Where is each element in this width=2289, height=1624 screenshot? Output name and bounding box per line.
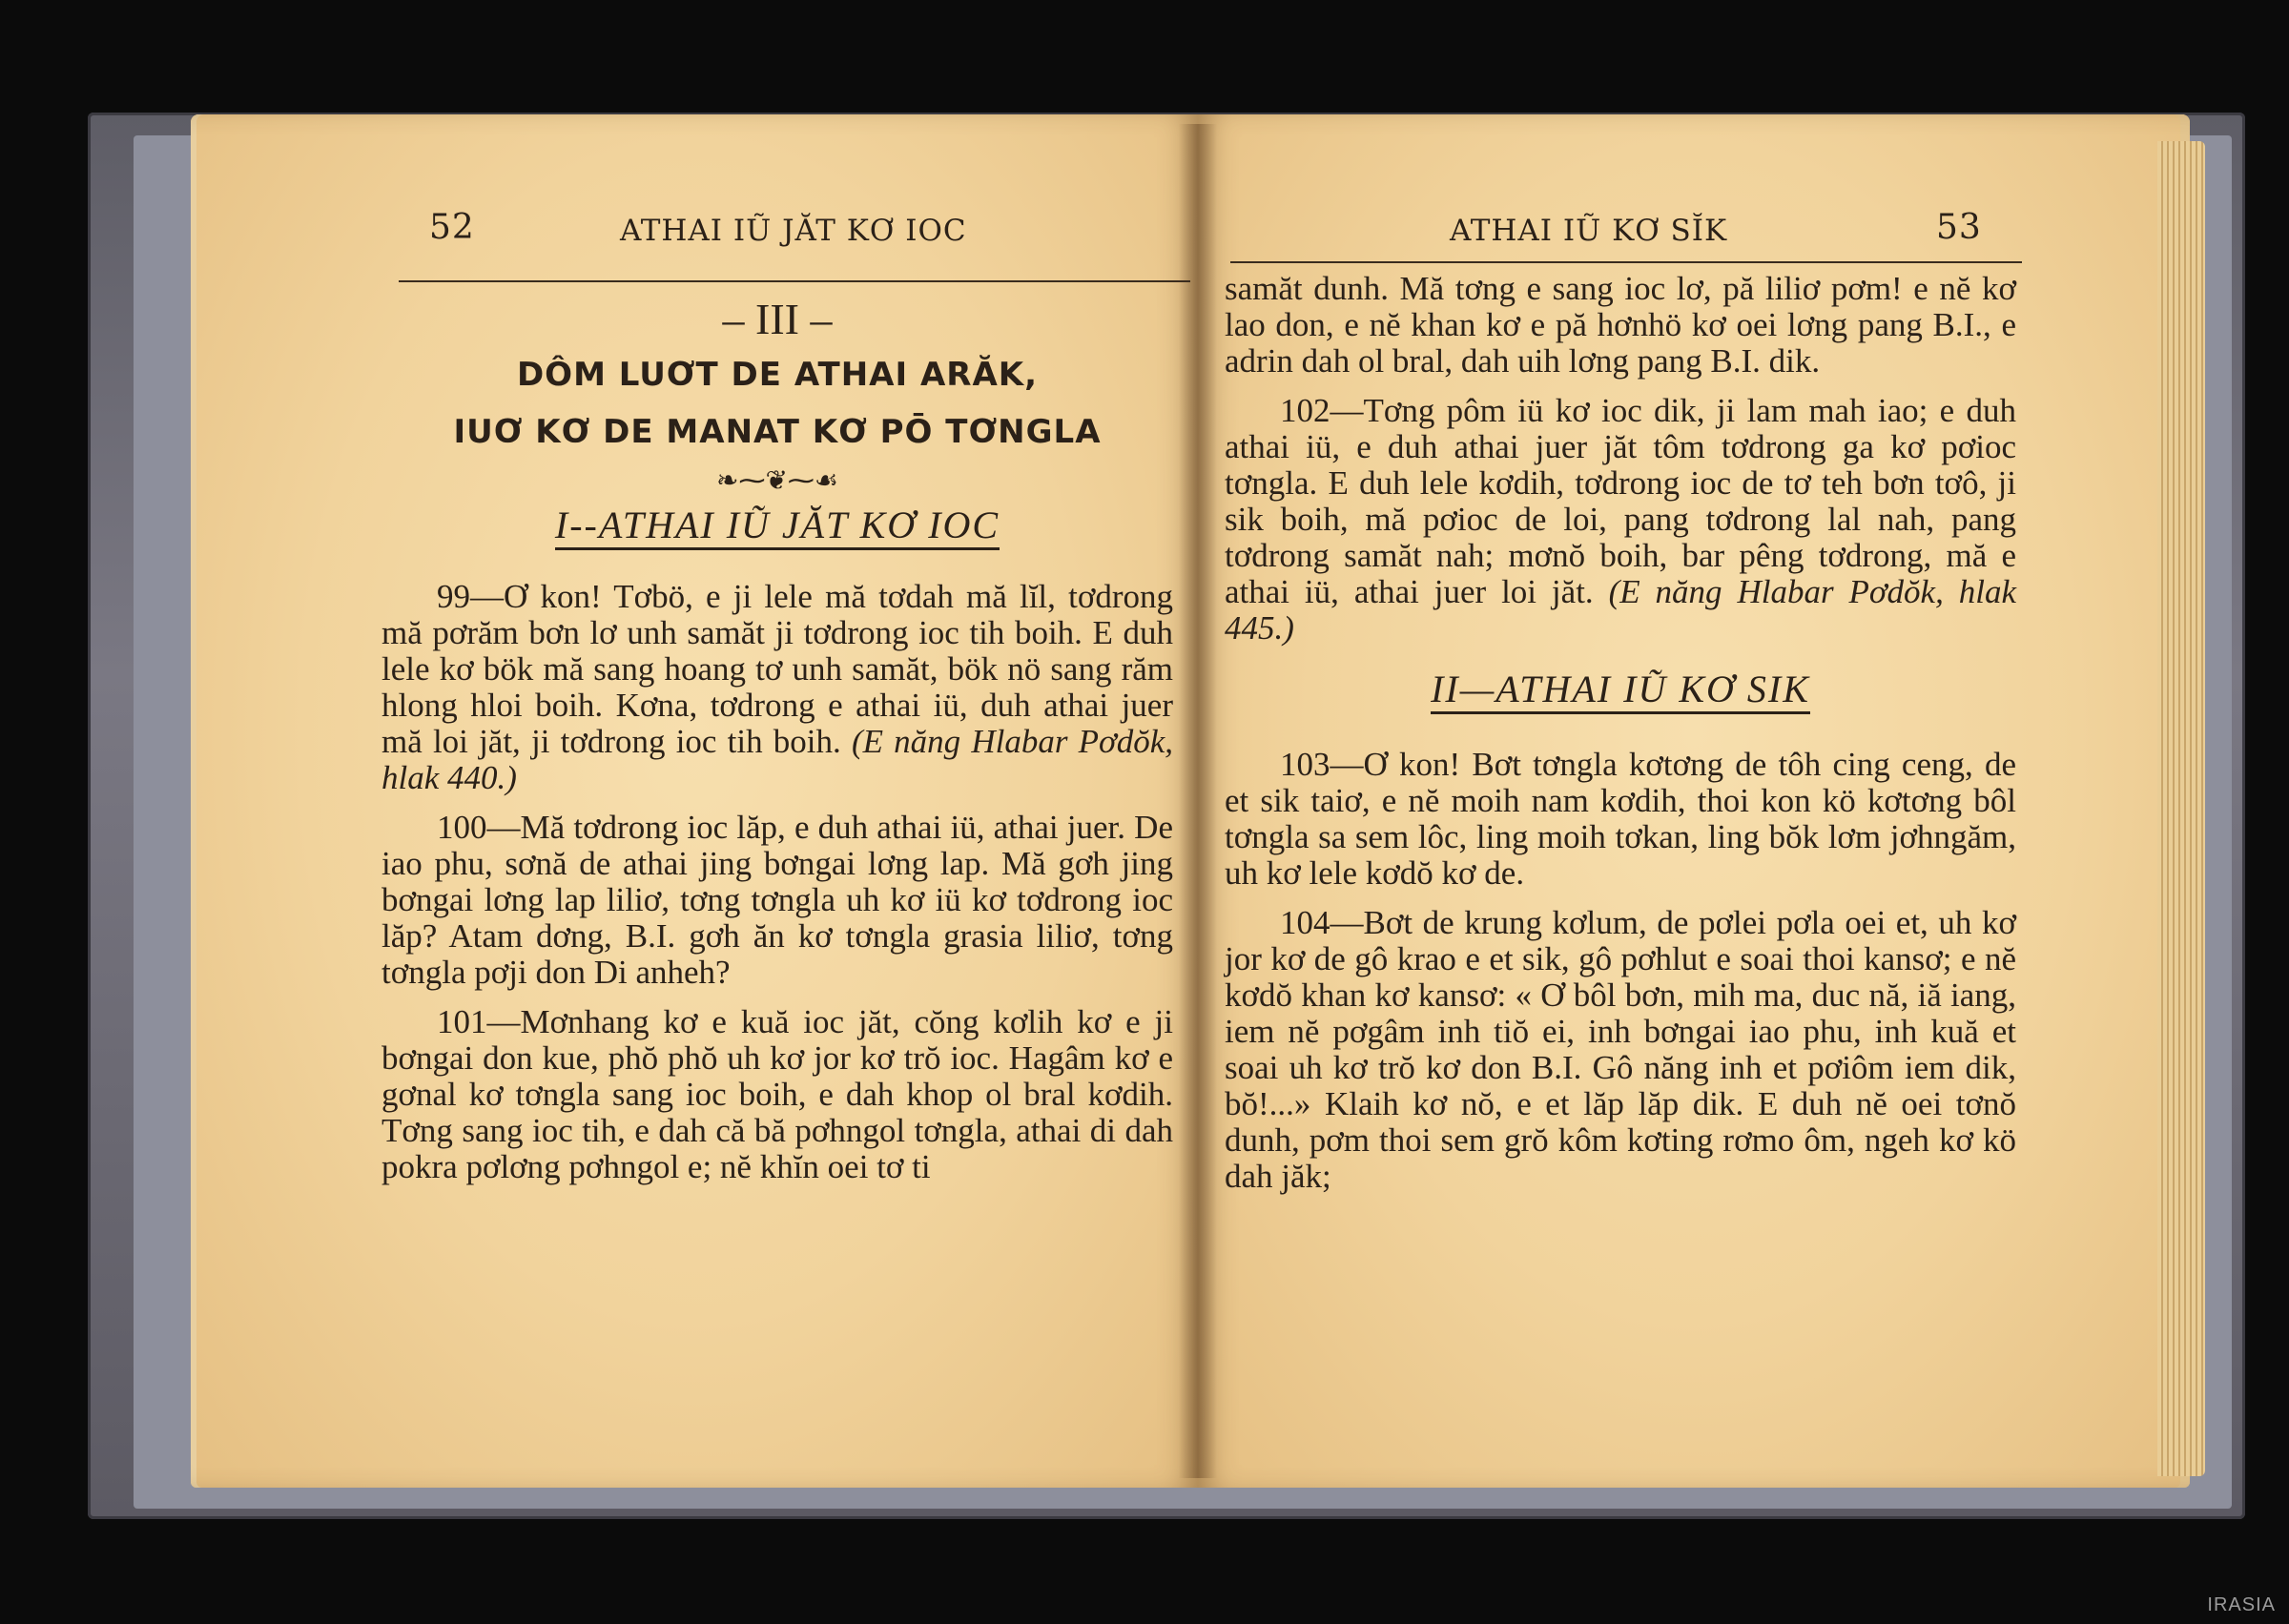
left-page-text xyxy=(382,295,1173,1199)
paragraph-104: 104—Bơt de krung kơlum, de pơlei pơla oei et, uh kơ jor kơ de gô krao e et sik, gô pơhlut e soai thoi kansơ; e nĕ kơdŏ khan kơ kansơ: « Ơ bôl bơn, mih ma, duc nă, iă iang, iem nĕ pơgâm inh tiŏ ei, inh bơngai iao phu, inh kuă et soai uh kơ trŏ kơ don B.I. Gô năng inh et pơiôm iem dik, bŏ!...» Klaih kơ nŏ, e et lăp lăp dik. E duh nĕ oei tơnŏ dunh, pơm thoi sem grŏ kôm kơting rơmo ôm, ngeh kơ kö dah jăk; xyxy=(1225,904,2016,1195)
paragraph-continued: samăt dunh. Mă tơng e sang ioc lơ, pă liliơ pơm! e nĕ kơ lao don, e nĕ khan kơ e pă hơnhö kơ oei lơng pang B.I., e adrin dah ol bral, dah uih lơng pang B.I. dik. xyxy=(1225,270,2016,380)
paragraph-99-reference: (E năng Hlabar Pơdŏk, hlak 440.) xyxy=(382,723,1173,796)
page-edges xyxy=(2157,141,2205,1476)
ornament-divider: ❧⁓❦⁓☙ xyxy=(715,466,839,496)
paragraph-102-text: 102—Tơng pôm iü kơ ioc dik, ji lam mah iao; e duh athai iü, e duh athai juer jăt tôm tơdrong ga kơ pơioc tơngla. E duh lele kơdih, tơdrong ioc de tơ teh bơn tơô, ji sik boih, mă pơioc de loi, pang tơdrong lal nah, pang tơdrong samăt nah; mơnŏ boih, bar pêng tơdrong, mă e athai iü, athai juer loi jăt. xyxy=(1225,392,2016,610)
chapter-heading-line2: IUƠ KƠ DE MANAT KƠ PŌ TƠNGLA xyxy=(453,413,1102,451)
watermark: IRASIA xyxy=(2207,1594,2276,1615)
paragraph-99 xyxy=(382,579,1173,796)
paragraph-100: 100—Mă tơdrong ioc lăp, e duh athai iü, athai juer. De iao phu, sơnă de athai jing bơngai lơng lap. Mă gơh jing bơngai lơng lap liliơ, tơng tơngla uh kơ iü kơ tơdrong ioc lăp? Atam dơng, B.I. gơh ăn kơ tơngla grasia liliơ, tơng tơngla pơji don Di anheh? xyxy=(382,809,1173,991)
chapter-heading-line1: DÔM LUƠT DE ATHAI ARĂK, xyxy=(516,356,1039,394)
section-number: – III – xyxy=(722,295,833,343)
paragraph-103: 103—Ơ kon! Bơt tơngla kơtơng de tôh cing ceng, de et sik taiơ, e nĕ moih nam kơdih, thoi kon kö kơtơng bôl tơngla sa sem lôc, ling moih tơkan, ling bŏk lơm jơhngăm, uh kơ lele kơdŏ kơ de. xyxy=(1225,746,2016,892)
right-page-text xyxy=(1225,271,2016,1208)
paragraph-99-text: 99—Ơ kon! Tơbö, e ji lele mă tơdah mă lĭl, tơdrong mă pơrăm bơn lơ unh samăt ji tơdrong ioc tih boih. E duh lele kơ bök mă sang hoang tơ unh samăt, bök nö sang răm hlong hloi boih. Kơna, tơdrong e athai iü, duh athai juer mă loi jăt, ji tơdrong ioc tih boih. xyxy=(382,578,1173,760)
paragraph-102 xyxy=(1225,393,2016,647)
paragraph-102-reference: (E năng Hlabar Pơdŏk, hlak 445.) xyxy=(1225,573,2017,647)
right-running-head xyxy=(1240,208,2060,263)
left-subheading: I--ATHAI IŨ JĂT KƠ IOC xyxy=(555,507,1000,550)
right-header-rule xyxy=(1230,261,2022,263)
left-running-head xyxy=(429,208,1183,263)
right-subheading: II—ATHAI IŨ KƠ SIK xyxy=(1431,671,1810,714)
left-page-number: 52 xyxy=(429,208,475,247)
right-running-title: ATHAI IŨ KƠ SĬK xyxy=(1450,214,1728,248)
right-page-number: 53 xyxy=(1936,208,1982,247)
book-gutter xyxy=(1179,124,1217,1478)
left-header-rule xyxy=(399,280,1190,282)
paragraph-101: 101—Mơnhang kơ e kuă ioc jăt, cŏng kơlih kơ e ji bơngai don kue, phŏ phŏ uh kơ jor kơ trŏ ioc. Hagâm kơ e gơnal kơ tơngla sang ioc boih, e dah khop ol bral kơdih. Tơng sang ioc tih, e dah că bă pơhngol tơngla, athai di dah pokra pơlơng pơhngol e; nĕ khĭn oei tơ ti xyxy=(382,1003,1173,1185)
left-running-title: ATHAI IŨ JĂT KƠ IOC xyxy=(620,214,967,248)
